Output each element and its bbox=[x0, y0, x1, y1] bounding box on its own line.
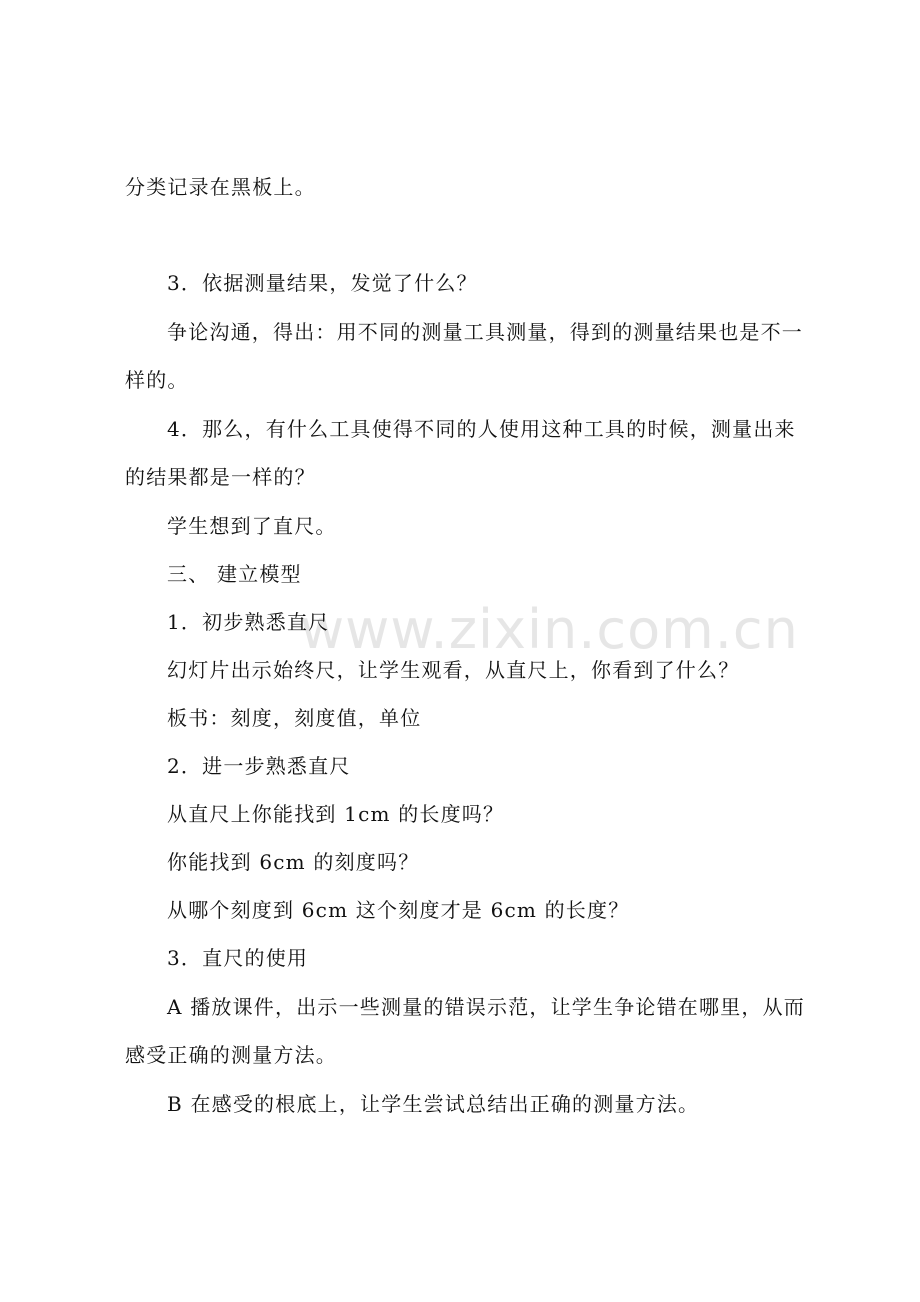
paragraph-line: 1．初步熟悉直尺 bbox=[167, 610, 330, 634]
paragraph-line: 样的。 bbox=[125, 368, 189, 392]
paragraph-line: 分类记录在黑板上。 bbox=[125, 175, 316, 199]
paragraph-line: 2．进一步熟悉直尺 bbox=[167, 754, 351, 778]
section-heading: 三、 建立模型 bbox=[167, 562, 302, 586]
paragraph-line: 从哪个刻度到 6cm 这个刻度才是 6cm 的长度？ bbox=[167, 898, 630, 922]
paragraph-line: 3．依据测量结果，发觉了什么？ bbox=[167, 271, 478, 295]
paragraph-line: 的结果都是一样的？ bbox=[125, 465, 316, 489]
paragraph-line: 学生想到了直尺。 bbox=[167, 514, 337, 538]
watermark: www.zixin.com.cn bbox=[300, 598, 799, 661]
paragraph-line: 感受正确的测量方法。 bbox=[125, 1043, 337, 1067]
paragraph-line: 板书：刻度，刻度值，单位 bbox=[167, 706, 422, 730]
paragraph-line: B 在感受的根底上，让学生尝试总结出正确的测量方法。 bbox=[167, 1092, 700, 1116]
paragraph-line: 3．直尺的使用 bbox=[167, 946, 309, 970]
paragraph-line: A 播放课件，出示一些测量的错误示范，让学生争论错在哪里，从而 bbox=[167, 995, 806, 1019]
paragraph-line: 你能找到 6cm 的刻度吗？ bbox=[167, 850, 420, 874]
paragraph-line: 幻灯片出示始终尺，让学生观看，从直尺上，你看到了什么？ bbox=[167, 658, 740, 682]
paragraph-line: 4．那么，有什么工具使得不同的人使用这种工具的时候，测量出来 bbox=[167, 417, 796, 441]
paragraph-line: 争论沟通，得出：用不同的测量工具测量，得到的测量结果也是不一 bbox=[167, 320, 803, 344]
paragraph-line: 从直尺上你能找到 1cm 的长度吗？ bbox=[167, 802, 505, 826]
